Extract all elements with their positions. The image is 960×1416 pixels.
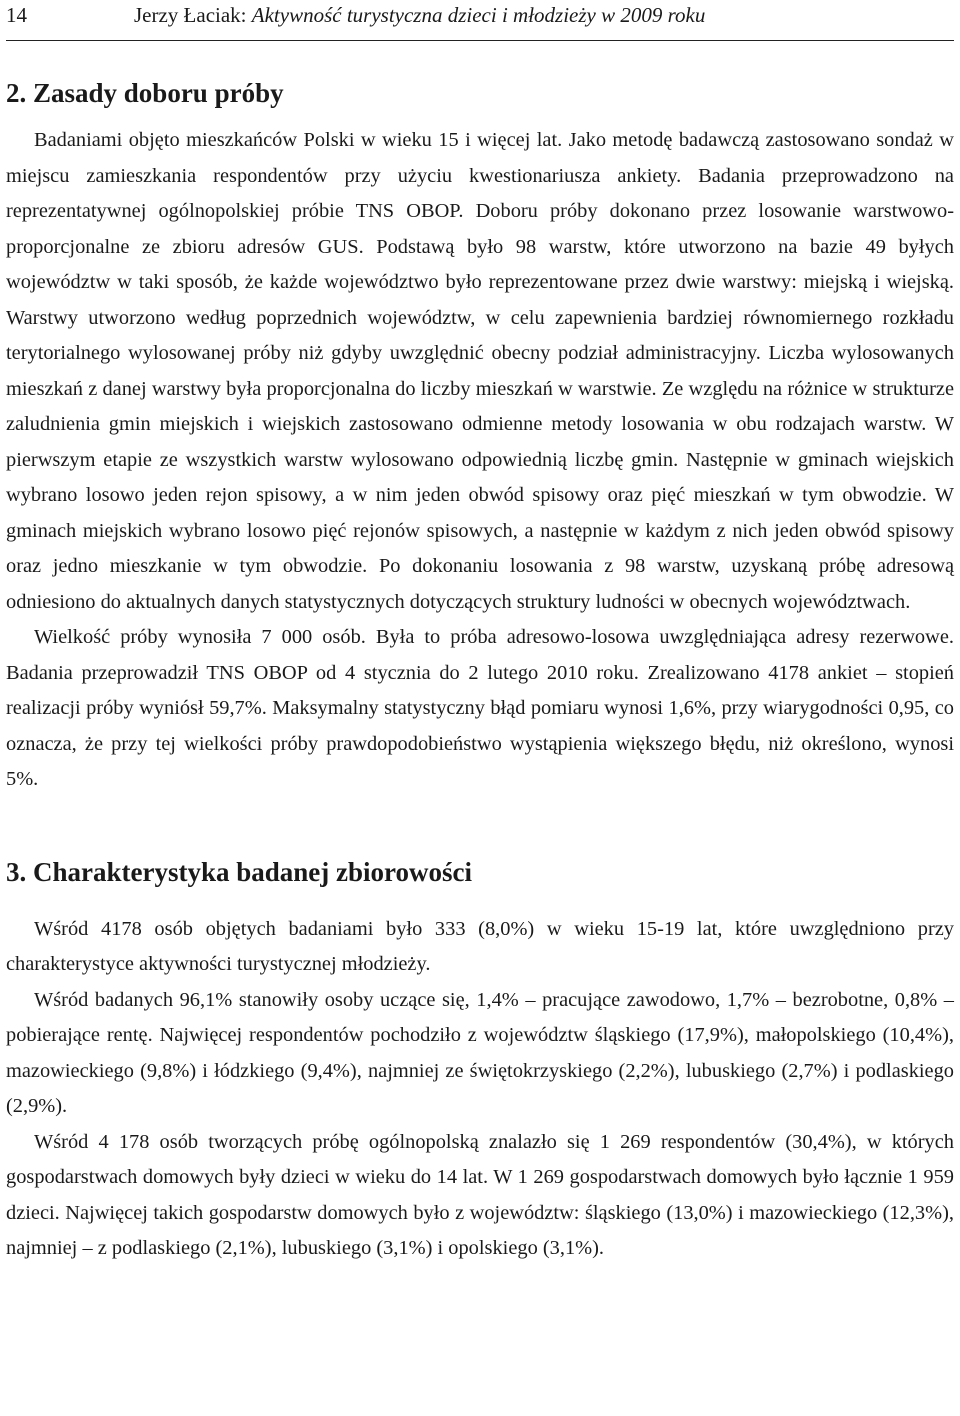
header-title (134, 1, 705, 29)
section-3-paragraph-3: Wśród 4 178 osób tworzących próbę ogólnopolską znalazło się 1 269 respondentów (30,4%), w których gospodarstwach domowych były dzieci w wieku do 14 lat. W 1 269 gospodarstwach domowych było łącznie 1 959 dzieci. Najwięcej takich gospodarstw domowych było z województw: śląskiego (13,0%) i mazowieckiego (12,3%), najmniej – z podlaskiego (2,1%), lubuskiego (3,1%) i opolskiego (3,1%). (6, 1130, 954, 1259)
running-header (6, 0, 954, 41)
section-3-paragraph-1: Wśród 4178 osób objętych badaniami było 333 (8,0%) w wieku 15-19 lat, które uwzględniono przy charakterystyce aktywności turystycznej młodzieży. (6, 917, 954, 975)
page-number: 14 (6, 3, 27, 27)
section-3-paragraph-2: Wśród badanych 96,1% stanowiły osoby uczące się, 1,4% – pracujące zawodowo, 1,7% – bezrobotne, 0,8% – pobierające rentę. Najwięcej respondentów pochodziło z województw śląskiego (17,9%), małopolskiego (10,4%), mazowieckiego (9,8%) i łódzkiego (9,4%), najmniej ze świętokrzyskiego (2,2%), lubuskiego (2,7%) i podlaskiego (2,9%). (6, 988, 954, 1117)
section-2-paragraph-2: Wielkość próby wynosiła 7 000 osób. Była to próba adresowo-losowa uwzględniająca adresy rezerwowe. Badania przeprowadził TNS OBOP od 4 stycznia do 2 lutego 2010 roku. Zrealizowano 4178 ankiet – stopień realizacji próby wyniósł 59,7%. Maksymalny statystyczny błąd pomiaru wynosi 1,6%, przy wiarygodności 0,95, co oznacza, że przy tej wielkości próby prawdopodobieństwo wystąpienia większego błędu, niż określono, wynosi 5%. (6, 626, 954, 790)
header-book-title: Aktywność turystyczna dzieci i młodzieży w 2009 roku (251, 3, 706, 27)
section-2-paragraph-1: Badaniami objęto mieszkańców Polski w wieku 15 i więcej lat. Jako metodę badawczą zastosowano sondaż w miejscu zamieszkania respondentów przy użyciu kwestionariusza ankiety. Badania przeprowadzono na reprezentatywnej ogólnopolskiej próbie TNS OBOP. Doboru próby dokonano przez losowanie warstwowo-proporcjonalne ze zbioru adresów GUS. Podstawą było 98 warstw, które utworzono na bazie 49 byłych województw w taki sposób, że każde województwo było reprezentowane przez dwie warstwy: miejską i wiejską. Warstwy utworzono według poprzednich województw, w celu zapewnienia bardziej równomiernego rozkładu terytorialnego wylosowanej próby niż gdyby uwzględnić obecny podział administracyjny. Liczba wylosowanych mieszkań z danej warstwy była proporcjonalna do liczby mieszkań w warstwie. Ze względu na różnice w strukturze zaludnienia gmin miejskich i wiejskich zastosowano odmienne metody losowania w obu rodzajach warstw. W pierwszym etapie ze wszystkich warstw wylosowano odpowiednią liczbę gmin. Następnie w gminach wiejskich wybrano losowo jeden rejon spisowy, a w nim jeden obwód spisowy oraz pięć mieszkań w tym obwodzie. W gminach miejskich wybrano losowo pięć rejonów spisowych, a następnie w każdym z nich jeden obwód spisowy oraz jedno mieszkanie w tym obwodzie. Po dokonaniu losowania z 98 warstw, uzyskaną próbę adresową odniesiono do aktualnych danych statystycznych dotyczących struktury ludności w obecnych województwach. (6, 129, 954, 613)
section-2-heading: 2. Zasady doboru próby (6, 78, 284, 108)
header-author: Jerzy Łaciak: (134, 3, 252, 27)
section-3-heading: 3. Charakterystyka badanej zbiorowości (6, 856, 473, 887)
document-page (6, 0, 954, 1267)
